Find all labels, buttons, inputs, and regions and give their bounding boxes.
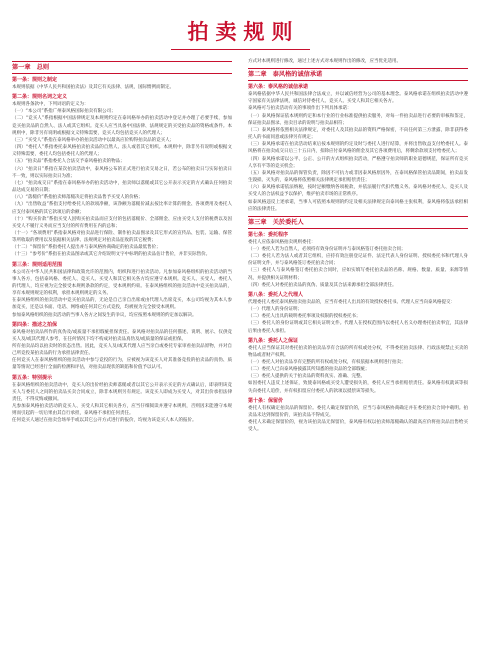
paragraph: （四）“委托人”系指委托泰风格拍卖拍卖品的自然人、法人或者其它组织。本规则中，除非另有说明或根据文义特殊需要，委托人均包括委托人的代理人； — [12, 145, 232, 158]
right-column — [248, 58, 468, 658]
paragraph: 在泰风格组织的拍卖活动中，竞买人的出价经拍卖师落槌或者以其它公开表示买定的方式确认后，即表明该竞买人与委托人之间的拍卖品买卖合同成立，除非本规则另有规定。该竞买人即成为买受人，对其出价承担法律责任，不得反悔或撤回。 — [12, 382, 232, 402]
paragraph: 如因委托人违反上述保证，致使泰风格或买受人遭受损失的，委托人应当承担赔偿责任。泰风格有权就该等损失向委托人追偿，并有权扣留应付委托人的款项以抵偿该等损失。 — [248, 381, 468, 394]
chapter-heading: 第三章 关於委托人 — [248, 216, 468, 229]
columns — [12, 58, 468, 658]
paragraph: （五）泰风格对拍卖品的保管负责，除因不可抗力或非因泰风格原因外，在泰风格保管拍卖品期间，拍卖品发生毁损、灭失的，泰风格将依照相关法律规定承担赔偿责任； — [248, 170, 468, 184]
paragraph: 任何竞买人在泰风格组织的拍卖活动中参与竞投的行为，应被视为该竞买人对其准备竞投的拍卖品的真伪、质量等情况已经进行全面的检测和评估，对拍卖品现状的缺陷和价值予以认可。 — [12, 358, 232, 371]
section-heading: 第二条：规则名词之定义 — [12, 94, 68, 101]
paragraph: 如泰风格违反上述承诺，当事人可依照本规则的约定及相关法律规定向泰风格主张权利，泰风格将依法承担相应的法律责任。 — [248, 199, 468, 212]
paragraph: （九）“出售收益”系指支付给委托人的款项净额，该净额为落槌价减去按比率计算的佣金、各项费用及委托人应支付泰风格的其它款项后的余额； — [12, 202, 232, 215]
paragraph: （一）委托人对拍卖品享有完整的所有权或处分权，有权依据本规则进行拍卖； — [248, 360, 406, 365]
paragraph: （一）“本公司”系指广州泰风格国际拍卖有限公司； — [12, 109, 116, 115]
section-heading: 第一条：规则之制定 — [12, 77, 58, 83]
paragraph: （五）“拍卖品”系指委托人合法交予泰风格拍卖的物品； — [12, 159, 125, 165]
paragraph: （八）“落槌价”系指拍卖师落槌决定将拍卖品售予买受人的价格； — [12, 195, 143, 201]
paragraph: （二）“竞买人”系指根据中国法律规定及本规则约定在泰风格举办的拍卖活动中登记并办理了必要手续，参加竞买拍卖品的自然人、法人或其它组织。竞买人应当具备中国法律、法规规定的买受拍卖品的资格或条件。本规则中，除非另有说明或根据文义特殊需要，竞买人均包括竞买人的代理人； — [12, 116, 232, 136]
paragraph: 委托人应依泰风格拍卖规则委托： — [248, 239, 316, 245]
paragraph: 泰风格对拍卖品所作的真伪及/或质量不承担瑕疵担保责任。泰风格对拍卖品的任何描述、说明、展示、仅供竞买人及/或其代理人参考，在任何情况下均不构成对拍卖品真伪及/或质量的保证或担保。 — [12, 329, 232, 342]
paragraph: 泰风格可与拍卖活动有关的事项作出下列具体承诺： — [248, 106, 352, 112]
paragraph: 任何竞买人通过在拍卖会场举手或以其它公开方式进行的报价，均视为该竞买人本人的报价。 — [12, 418, 197, 424]
section-heading: 第三条：规则适用范围 — [12, 261, 63, 268]
paragraph: 委托人有权确定拍卖品的保留价。委托人确定保留价的，应当与泰风格协商确定并在委托拍卖合同中载明。拍卖品未达到保留价的，该拍卖品不得成交。 — [248, 405, 468, 418]
section-heading: 第五条：特别提示 — [12, 374, 53, 381]
paragraph: 凡参加泰风格拍卖活动的竞买人、买受人和其它相关各方，应当仔细阅读并遵守本规则，否则因未能遵守本规则而引起的一切后果由其自行承担，泰风格不承担任何责任。 — [12, 404, 232, 417]
section-heading: 第四条：描述之拍保 — [12, 321, 58, 328]
page-title: 拍卖规则 — [171, 16, 310, 50]
paragraph: （一）代理人的身份证明； — [248, 307, 302, 313]
paragraph: 委托人未确定保留价的，视为该拍卖品无保留价，泰风格有权以拍卖师落槌确认的最高应价将拍卖品出售给买受人。 — [248, 420, 468, 433]
chapter-heading: 第一章 总则 — [12, 61, 232, 74]
paragraph: （四）委托人对委托拍卖品的真伪、质量及其合法来源承担全部法律责任。 — [248, 282, 397, 288]
paragraph: （三）泰风格承诺在拍卖活动结束后按本规则的约定及时与委托人进行结算，并将出售收益支付给委托人。泰风格将在拍卖成交日后三十五日内，扣除应付泰风格的佣金及其它各项费用后，将剩余款项支付给委托人； — [248, 142, 468, 155]
paragraph: （三）委托人提供的关于拍卖品的资料真实、准确、完整。 — [248, 374, 365, 380]
section-heading: 第八条：委托人之代理人 — [248, 291, 304, 298]
paragraph: 参加泰风格组织的拍卖活动的当事人各方之间发生的争议，均应按照本规则的约定加以解决。 — [12, 312, 197, 318]
paragraph: （十二）“保留价”系指委托人提出并与泰风格协商确定的拍卖品最低售价； — [12, 245, 161, 251]
paragraph: 泰风格依据中华人民共和国法律合法成立，并以诚信经营为公司的基本理念。泰风格承诺在组织拍卖活动中遵守国家有关法律法规，诚信对待委托人、竞买人、买受人和其它相关各方。 — [248, 92, 468, 105]
paragraph: 所有拍卖品均以拍卖时的状态出售。因此，竞买人及/或其代理人应当亲自或委托专家审看拍卖品原物，并对自己所竞投某拍卖品的行为承担法律责任。 — [12, 344, 232, 357]
paragraph: （十）“购买价款”系指买受人因购买拍卖品而应支付的包括落槌价、全部佣金、应由买受人支付的税费以及因买受人不履行义务而应当支付的所有费用在内的总和； — [12, 216, 232, 229]
paragraph: （二）委托人出具的载明委托事项及权限的授权委托书； — [248, 314, 361, 320]
chapter-heading: 第二章 泰风格的诚信承诺 — [248, 68, 468, 81]
paragraph: （十三）“参考价”系指在拍卖品图录或其它介绍说明文字中标明的拍卖品估计售价，并非实际售价。 — [12, 252, 211, 258]
paragraph: 本规则依据《中华人民共和国拍卖法》及其它有关法律、法规，国际惯例而制定。 — [12, 85, 174, 90]
paragraph: （二）委托人若为法人或者其它组织，应持有效注册登记证件、法定代表人身份证明、授权委托书和代理人身份证明文件，并与泰风格签订委托拍卖合同； — [248, 254, 468, 267]
paragraph: （十一）“各项费用”系指泰风格对拍卖品进行保险、制作拍卖品图录及其它形式的宣传品、包装、运输、保管等所收取的费用以及依据相关法律、法规规定对拍卖品征收的其它税费； — [12, 230, 232, 244]
paragraph: （三）“买受人”系指在泰风格举办的拍卖活动中以最高应价购得拍卖品的竞买人； — [12, 137, 175, 143]
section-heading: 第十条：保留价 — [248, 397, 284, 404]
paragraph: 在泰风格组织的拍卖活动中竞买拍卖品的，无论是自己亲自出席或由代理人出席竞买，本公司均视为其本人参加竞买，还是以书面、电话、网络或任何其它方式竞投，均被视为完全接受本规则。 — [12, 298, 232, 311]
paragraph: 本规则各条款中，下列词语的定义为： — [12, 102, 89, 108]
paragraph: （四）泰风格承诺以公平、公正、公开的方式组织拍卖活动，严格遵守拍卖师的职业道德规范，保证所有竞买人享有平等的竞买机会； — [248, 156, 468, 169]
section-heading: 第七条：委托程序 — [248, 231, 289, 238]
paragraph: （二）委托人已向泰风格披露其所知悉的拍卖品的全部瑕疵； — [248, 367, 370, 373]
paragraph: 委托人应当保证其对委托拍卖的拍卖品享有合法的所有权或处分权，不得委托拍卖法律、行政法规禁止买卖的物品或者财产权利。 — [248, 345, 468, 358]
paragraph: （三）委托人与泰风格签订委托拍卖合同时，应如实填写委托拍卖品的名称、规格、数量、质量、来源等情况，并提供相关证明材料； — [248, 268, 468, 281]
paragraph: （三）委托人的身份证明或其它相关证明文件。代理人在授权范围内以委托人名义办理委托拍卖事宜，其法律后果由委托人承担。 — [248, 321, 468, 334]
paragraph: （二）泰风格将依照相关法律规定，对委托人及其拍卖品的资料严格保密，不向任何第三方泄露，除非获得委托人的书面同意或法律另有规定； — [248, 127, 468, 141]
title-wrap — [12, 16, 468, 50]
paragraph: 本公司在中华人民共和国法律和政策允许的范围内，组织和进行拍卖活动。凡参加泰风格组织的拍卖活动的当事人各方，包括泰风格、委托人、竞买人、买受人和其它相关各方均应遵守本规则。竞买人、买受人、委托人的代理人，均应视为完全接受本规则条款的约定，受本规则约束。在泰风格组织的拍卖活动中竞买拍卖品的，享有本规则规定的权利，承担本规则规定的义务。 — [12, 269, 232, 297]
section-heading: 第九条：委托人之保证 — [248, 337, 299, 344]
paragraph: （一）泰风格保证依本规则约定和本行业的行业标准提供拍卖服务，对每一件拍卖品进行必要的审核和鉴定，保证拍卖品图录、拍卖目录的说明与拍卖品相符； — [248, 113, 468, 126]
paragraph: （六）泰风格承诺依法纳税，按时足额缴纳各项税款，并依法履行代扣代缴义务。泰风格对委托人、竞买人及买受人的合法权益予以保护，维护拍卖市场的正常秩序。 — [248, 185, 468, 198]
paragraph: 方式对本规则进行修改，通过上述方式对本规则作出的修改，应当优先适用。 — [248, 59, 401, 64]
section-heading: 第六条：泰风格的诚信承诺 — [248, 84, 309, 91]
paragraph: （一）委托人若为自然人，必须持有效身份证明并与泰风格签订委托拍卖合同； — [248, 246, 406, 252]
paragraph: （六）“拍卖日”系指在某次拍卖活动中，泰风格公布的正式进行拍卖交易之日，若公布的拍卖日与实际拍卖日不一致，则以实际拍卖日为准； — [12, 166, 232, 179]
paragraph: 代理委托人委托泰风格拍卖拍卖品的，应当有委托人出具的有效授权委托书。代理人应当向泰风格提交： — [248, 299, 455, 305]
paragraph: （七）“拍卖成交日”系指在泰风格举办的拍卖活动中，拍卖师以落槌或其它公开表示买定的方式确认任何拍卖品达成交易的日期； — [12, 180, 232, 194]
left-column — [12, 58, 232, 658]
